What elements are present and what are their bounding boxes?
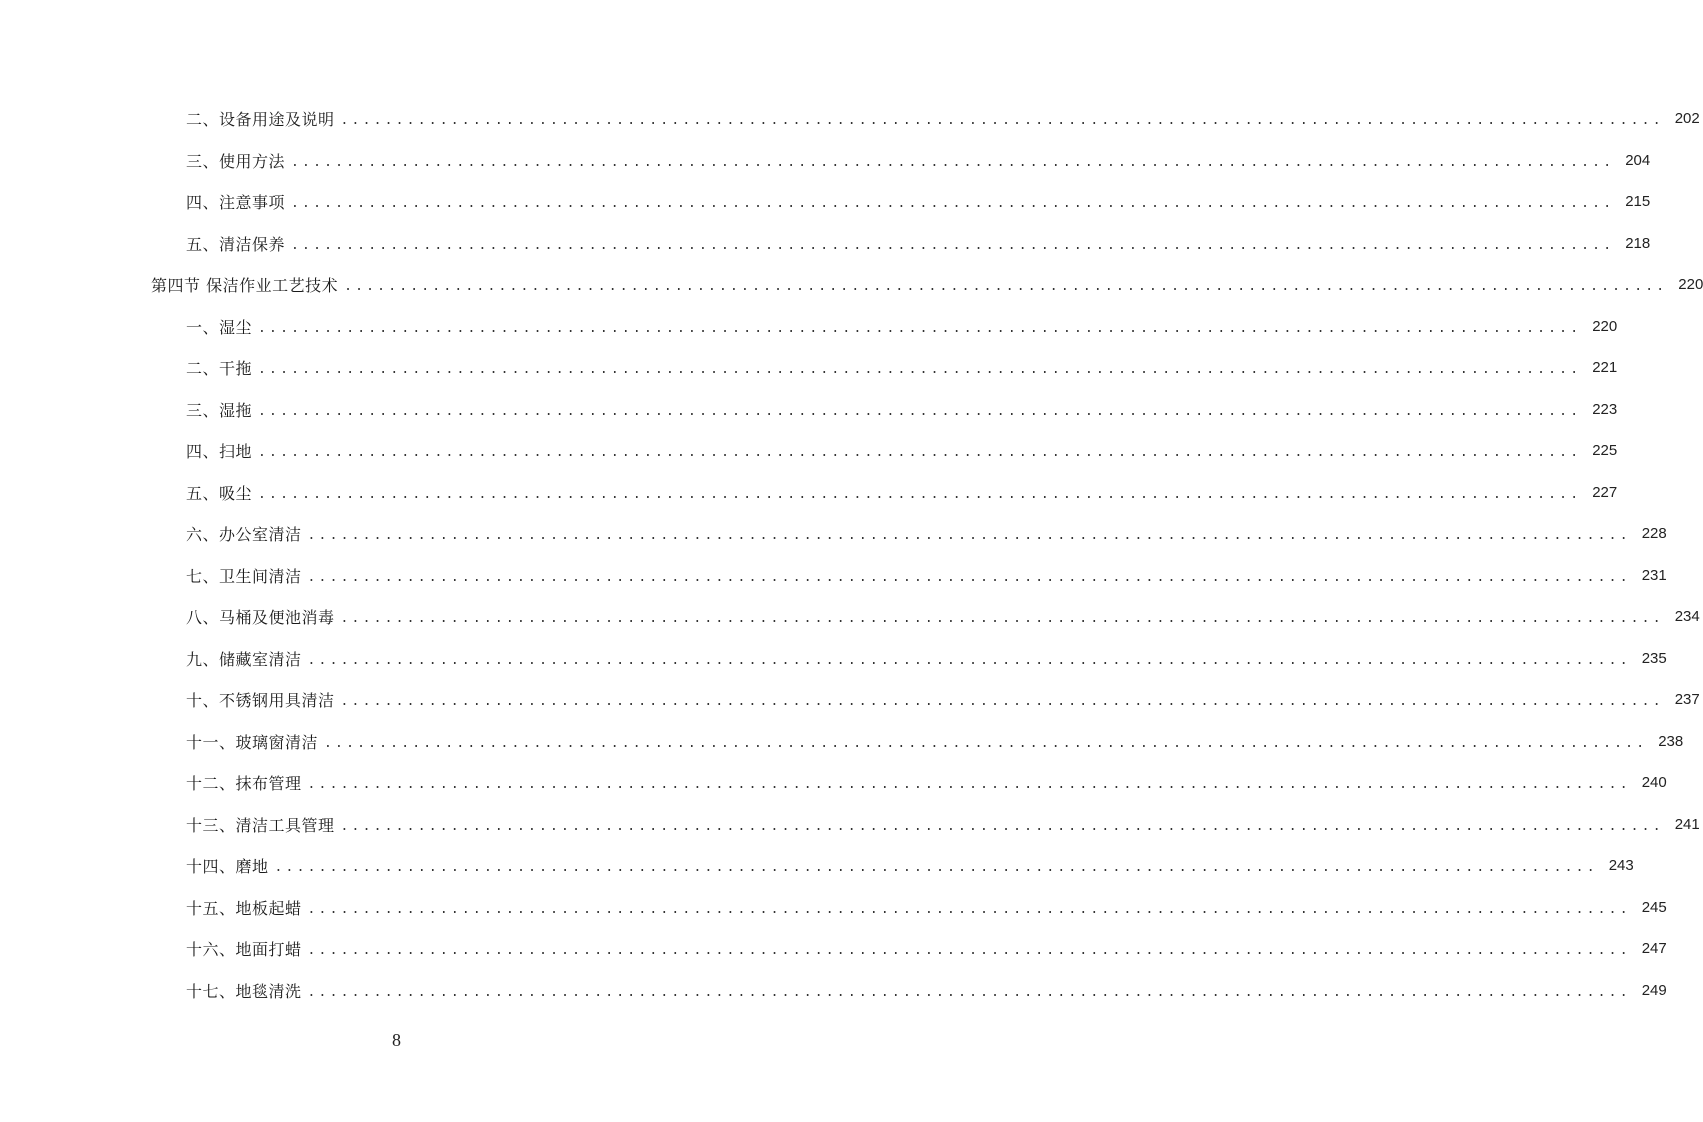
toc-dot-leader: ........................................................................................................................: [307, 984, 1631, 1000]
toc-entry-label: 三、湿拖: [186, 400, 253, 420]
toc-entry[interactable]: [0, 181, 1651, 223]
toc-entry-page: 220: [1678, 276, 1703, 294]
toc-dot-leader: ........................................................................................................................: [291, 196, 1615, 212]
toc-entry-page: 223: [1592, 400, 1618, 418]
toc-entry[interactable]: [0, 98, 1700, 140]
toc-dot-leader: ........................................................................................................................: [258, 320, 1582, 336]
toc-entry-page: 227: [1592, 483, 1618, 501]
toc-dot-leader: ........................................................................................................................: [291, 154, 1615, 170]
toc-entry-page: 240: [1641, 774, 1667, 792]
toc-entry[interactable]: [0, 970, 1667, 1012]
toc-dot-leader: ........................................................................................................................: [307, 901, 1631, 917]
toc-entry-page: 237: [1674, 691, 1700, 709]
toc-entry-label: 二、干拖: [186, 359, 253, 379]
toc-entry-page: 249: [1641, 981, 1667, 999]
toc-entry-label: 十五、地板起蜡: [186, 898, 302, 918]
toc-entry[interactable]: [0, 472, 1618, 514]
toc-dot-leader: ........................................................................................................................: [291, 237, 1615, 253]
toc-entry[interactable]: [0, 347, 1618, 389]
toc-entry-label: 四、注意事项: [186, 193, 286, 213]
page-number: 8: [392, 1030, 401, 1050]
toc-entry-label: 十、不锈钢用具清洁: [186, 691, 335, 711]
toc-entry-label: 二、设备用途及说明: [186, 110, 335, 130]
toc-entry-page: 243: [1608, 857, 1634, 875]
toc-entry-page: 202: [1674, 110, 1700, 128]
toc-dot-leader: ........................................................................................................................: [324, 735, 1648, 751]
toc-dot-leader: ........................................................................................................................: [258, 403, 1582, 419]
toc-dot-leader: ........................................................................................................................: [307, 943, 1631, 959]
toc-dot-leader: ........................................................................................................................: [307, 569, 1631, 585]
toc-entry-label: 四、扫地: [186, 442, 253, 462]
toc-entry-label: 九、储藏室清洁: [186, 649, 302, 669]
toc-entry-label: 三、使用方法: [186, 151, 286, 171]
table-of-contents: [0, 98, 1703, 1011]
toc-dot-leader: ........................................................................................................................: [340, 113, 1664, 129]
toc-dot-leader: ........................................................................................................................: [344, 279, 1668, 295]
toc-entry-page: 235: [1641, 649, 1667, 667]
toc-entry-label: 十六、地面打蜡: [186, 940, 302, 960]
toc-entry-label: 七、卫生间清洁: [186, 566, 302, 586]
toc-entry[interactable]: [0, 928, 1667, 970]
toc-entry-page: 241: [1674, 815, 1700, 833]
toc-dot-leader: ........................................................................................................................: [258, 445, 1582, 461]
toc-entry-label: 五、吸尘: [186, 483, 253, 503]
toc-entry-page: 204: [1625, 151, 1651, 169]
toc-dot-leader: ........................................................................................................................: [307, 528, 1631, 544]
toc-entry[interactable]: [0, 721, 1684, 763]
toc-dot-leader: ........................................................................................................................: [340, 611, 1664, 627]
toc-entry[interactable]: [0, 140, 1651, 182]
toc-entry[interactable]: [0, 762, 1667, 804]
toc-entry[interactable]: [0, 638, 1667, 680]
toc-entry-label: 八、马桶及便池消毒: [186, 608, 335, 628]
toc-entry[interactable]: [0, 555, 1667, 597]
toc-entry[interactable]: [0, 845, 1634, 887]
toc-entry-page: 228: [1641, 525, 1667, 543]
toc-entry-page: 234: [1674, 608, 1700, 626]
toc-dot-leader: ........................................................................................................................: [274, 860, 1598, 876]
toc-entry-page: 215: [1625, 193, 1651, 211]
toc-entry[interactable]: [0, 306, 1618, 348]
toc-entry[interactable]: [0, 389, 1618, 431]
toc-entry[interactable]: [0, 887, 1667, 929]
toc-entry-label: 一、湿尘: [186, 317, 253, 337]
toc-entry-page: 225: [1592, 442, 1618, 460]
toc-entry-label: 五、清洁保养: [186, 234, 286, 254]
toc-entry-label: 十四、磨地: [186, 857, 269, 877]
toc-entry[interactable]: [0, 430, 1618, 472]
toc-entry-page: 245: [1641, 898, 1667, 916]
toc-dot-leader: ........................................................................................................................: [258, 362, 1582, 378]
toc-dot-leader: ........................................................................................................................: [340, 694, 1664, 710]
toc-entry-page: 231: [1641, 566, 1667, 584]
toc-dot-leader: ........................................................................................................................: [307, 777, 1631, 793]
toc-entry-page: 218: [1625, 234, 1651, 252]
toc-entry-label: 第四节 保洁作业工艺技术: [151, 276, 339, 296]
toc-entry[interactable]: [0, 596, 1700, 638]
toc-dot-leader: ........................................................................................................................: [258, 486, 1582, 502]
toc-entry-label: 十三、清洁工具管理: [186, 815, 335, 835]
toc-entry-page: 220: [1592, 317, 1618, 335]
toc-entry-label: 六、办公室清洁: [186, 525, 302, 545]
toc-entry-label: 十七、地毯清洗: [186, 981, 302, 1001]
toc-entry-page: 238: [1658, 732, 1684, 750]
toc-section-entry[interactable]: [0, 264, 1703, 306]
toc-entry[interactable]: [0, 513, 1667, 555]
toc-entry-label: 十二、抹布管理: [186, 774, 302, 794]
toc-entry-page: 221: [1592, 359, 1618, 377]
toc-entry-label: 十一、玻璃窗清洁: [186, 732, 319, 752]
toc-entry[interactable]: [0, 223, 1651, 265]
toc-entry[interactable]: [0, 679, 1700, 721]
toc-dot-leader: ........................................................................................................................: [340, 818, 1664, 834]
toc-entry[interactable]: [0, 804, 1700, 846]
toc-entry-page: 247: [1641, 940, 1667, 958]
toc-dot-leader: ........................................................................................................................: [307, 652, 1631, 668]
